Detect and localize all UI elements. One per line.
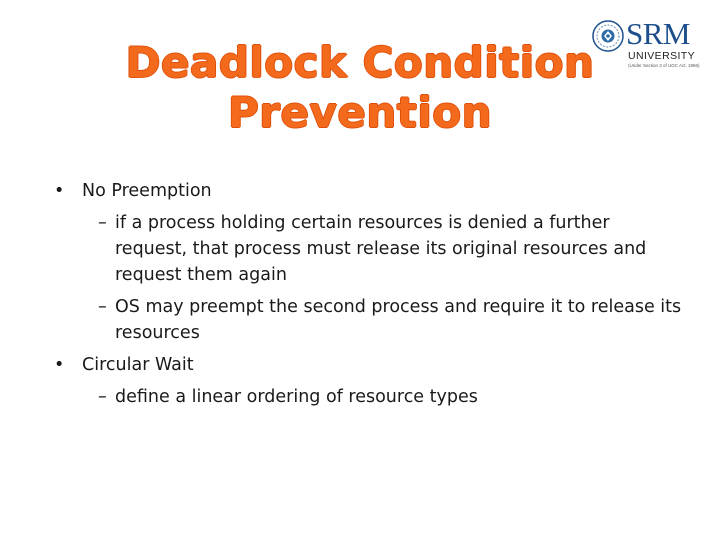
logo-wordmark: SRM <box>626 16 690 51</box>
bullet-no-preemption: No Preemption <box>82 181 212 201</box>
title-line-2: Prevention <box>228 88 492 137</box>
sub-bullet-marker: – <box>98 387 107 407</box>
bullet-marker: • <box>54 355 65 375</box>
sub-bullet-line: resources <box>115 323 200 343</box>
sub-bullet-line: if a process holding certain resources is denied a further <box>115 213 610 233</box>
logo-subtitle: UNIVERSITY <box>628 50 696 62</box>
bullet-circular-wait: Circular Wait <box>82 355 194 375</box>
bullet-marker: • <box>54 181 65 201</box>
title-line-1: Deadlock Condition <box>125 38 595 87</box>
sub-bullet-line: request them again <box>115 265 287 285</box>
sub-bullet-line: define a linear ordering of resource types <box>115 387 478 407</box>
sub-bullet-marker: – <box>98 213 107 233</box>
sub-bullet-line: request, that process must release its original resources and <box>115 239 647 259</box>
sub-bullet-marker: – <box>98 297 107 317</box>
logo-tagline: (Under Section 3 of UGC Act, 1956) <box>628 63 700 68</box>
sub-bullet-line: OS may preempt the second process and require it to release its <box>115 297 682 317</box>
